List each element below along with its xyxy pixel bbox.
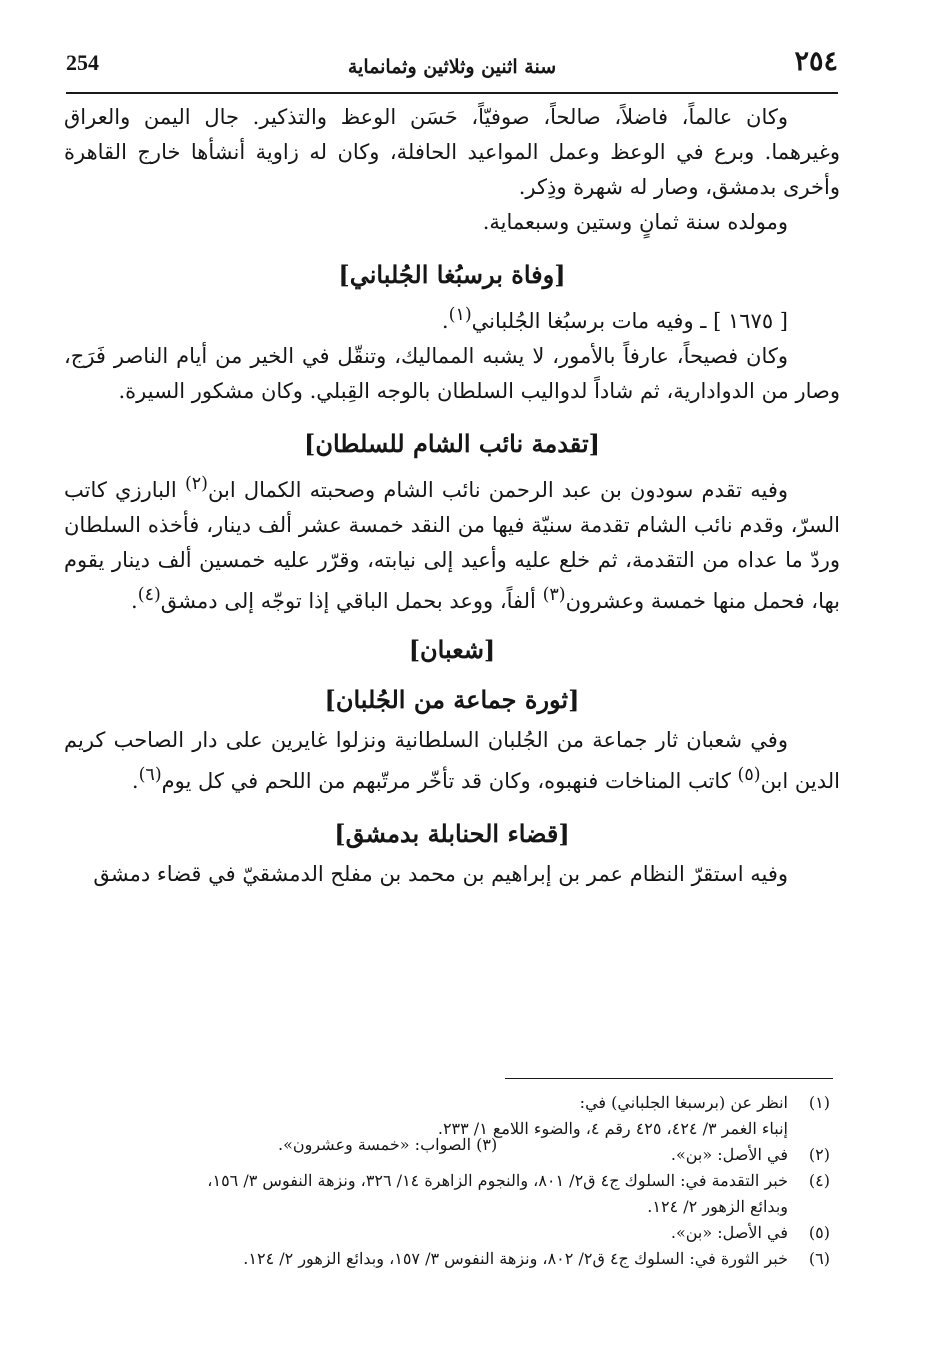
footnote-number: (٢) bbox=[808, 1145, 830, 1164]
running-title: سنة اثنين وثلاثين وثمانماية bbox=[347, 56, 557, 78]
paragraph-offering: وفيه تقدم سودون بن عبد الرحمن نائب الشام وصحبته الكمال ابن$^{(٢)}$ البارزي كاتب السرّ، وقدم نائب الشام تقدمة سنيّة فيها من النقد خمسة عشر ألف دينار، فأخذه السلطان وردّ ما عداه من التقدمة، ثم خلع عليه وأعيد إلى نيابته، وقرّر عليه خمسين ألف دينار يقوم بها، فحمل منها خمسة وعشرون$^{(٣)}$ ألفاً، ووعد بحمل الباقي إذا توجّه إلى دمشق$^{(٤)}$. bbox=[64, 474, 840, 613]
footnote-6 bbox=[70, 1246, 830, 1272]
footnotes bbox=[70, 1090, 830, 1272]
footnote-line: إنباء الغمر ٣/ ٤٢٤، ٤٢٥ رقم ٤، والضوء اللامع ١/ ٢٣٣. bbox=[437, 1119, 788, 1138]
heading-shaban: [شعبان] bbox=[408, 635, 496, 664]
footnote-line: في الأصل: «بن». bbox=[670, 1145, 788, 1164]
header-rule bbox=[66, 92, 838, 94]
heading-death-barsbugha: [وفاة برسبُغا الجُلباني] bbox=[338, 260, 566, 289]
main-text bbox=[64, 100, 840, 892]
footnote-ref[interactable]: (٥) bbox=[737, 765, 761, 785]
footnote-4 bbox=[70, 1168, 830, 1220]
heading-syria-offering: [تقدمة نائب الشام للسلطان] bbox=[304, 429, 600, 458]
footnote-ref[interactable]: (٣) bbox=[542, 585, 566, 605]
page-number-arabic: ٢٥٤ bbox=[794, 46, 838, 77]
entry-number: [ ١٦٧٥ ] bbox=[713, 309, 788, 333]
footnote-number: (٥) bbox=[808, 1223, 830, 1242]
paragraph-revolt: وفي شعبان ثار جماعة من الجُلبان السلطانية ونزلوا غايرين على دار الصاحب كريم الدين ابن$^{(٥)}$ كاتب المناخات فنهبوه، وكان قد تأخّر مرتّبهم من اللحم في كل يوم$^{(٦)}$. bbox=[64, 728, 840, 793]
paragraph-description: وكان فصيحاً، عارفاً بالأمور، لا يشبه المماليك، وتنقّل في الخير من أيام الناصر فَرَج، وصار من الدوادارية، ثم شاداً لدواليب السلطان بالوجه القِبلي. وكان مشكور السيرة. bbox=[64, 344, 840, 403]
entry-line: [ ١٦٧٥ ] ـ وفيه مات برسبُغا الجُلباني$^{(١)}$. bbox=[441, 305, 788, 333]
footnote-ref[interactable]: (٤) bbox=[137, 585, 161, 605]
footnote-number: (٤) bbox=[808, 1171, 830, 1190]
footnote-ref[interactable]: (١) bbox=[448, 305, 472, 325]
paragraph-birth: ومولده سنة ثمانٍ وستين وسبعماية. bbox=[482, 210, 788, 234]
footnote-2 bbox=[70, 1135, 830, 1168]
footnote-line: في الأصل: «بن». bbox=[670, 1223, 788, 1242]
footnote-line: خبر الثورة في: السلوك ج٤ ق٢/ ٨٠٢، ونزهة النفوس ٣/ ١٥٧، وبدائع الزهور ٢/ ١٢٤. bbox=[243, 1249, 788, 1268]
footnote-number: (١) bbox=[808, 1093, 830, 1112]
footnote-rule bbox=[505, 1078, 833, 1079]
page-number-latin: 254 bbox=[66, 50, 99, 75]
footnote-line: انظر عن (برسبغا الجلباني) في: bbox=[579, 1093, 788, 1112]
footnote-ref[interactable]: (٦) bbox=[138, 765, 162, 785]
paragraph-biography: وكان عالماً، فاضلاً، صالحاً، صوفيّاً، حَسَن الوعظ والتذكير. جال اليمن والعراق وغيرهما. وبرع في الوعظ وعمل المواعيد الحافلة، وكان له زاوية أنشأها خارج القاهرة وأخرى بدمشق، وصار له شهرة وذِكر. bbox=[64, 105, 840, 199]
footnote-line: خبر التقدمة في: السلوك ج٤ ق٢/ ٨٠١، والنجوم الزاهرة ١٤/ ٣٢٦، ونزهة النفوس ٣/ ١٥٦، bbox=[207, 1171, 788, 1190]
footnote-line: وبدائع الزهور ٢/ ١٢٤. bbox=[647, 1197, 788, 1216]
entry-text: ـ وفيه مات برسبُغا الجُلباني bbox=[471, 309, 707, 333]
footnote-5 bbox=[70, 1220, 830, 1246]
page-header bbox=[66, 44, 838, 90]
paragraph-judgeship: وفيه استقرّ النظام عمر بن إبراهيم بن محمد بن مفلح الدمشقيّ في قضاء دمشق bbox=[93, 862, 788, 886]
footnote-number: (٦) bbox=[808, 1249, 830, 1268]
heading-julban-revolt: [ثورة جماعة من الجُلبان] bbox=[324, 685, 580, 714]
footnote-3: (٣) الصواب: «خمسة وعشرون». bbox=[278, 1135, 498, 1154]
heading-hanbali-judgeship: [قضاء الحنابلة بدمشق] bbox=[334, 819, 570, 848]
footnote-ref[interactable]: (٢) bbox=[184, 474, 208, 494]
